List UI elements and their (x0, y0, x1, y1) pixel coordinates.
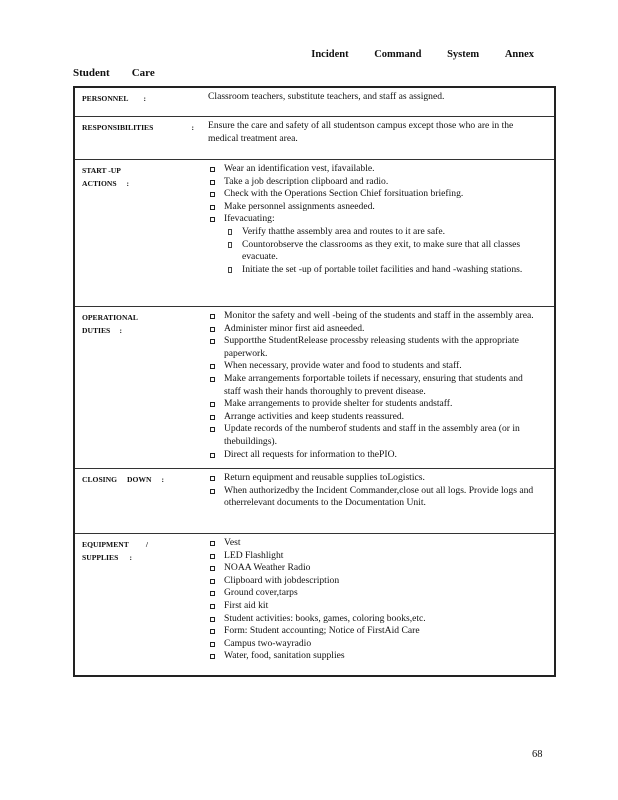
list-item: Monitor the safety and well -being of the students and staff in the assembly area. (208, 310, 534, 323)
row-label (74, 117, 200, 160)
list-item: Return equipment and reusable supplies toLogistics. (208, 472, 534, 485)
row-label (74, 160, 200, 307)
label-text: OPERATIONAL (82, 313, 138, 322)
row-label (74, 307, 200, 469)
list-item: Ifevacuating: (208, 213, 534, 226)
title-word: Care (131, 67, 155, 79)
label-slash: / (145, 540, 148, 549)
list-item: Wear an identification vest, ifavailable. (208, 163, 534, 176)
list-item: Vest (208, 537, 534, 550)
page-title (73, 67, 177, 79)
label-colon: : (143, 94, 146, 103)
list-item: Take a job description clipboard and radio. (208, 176, 534, 189)
sub-list-item: Initiate the set -up of portable toilet facilities and hand -washing stations. (208, 264, 534, 277)
list-item: When necessary, provide water and food to students and staff. (208, 360, 534, 373)
list-item: Arrange activities and keep students reassured. (208, 411, 534, 424)
list-item: Supportthe StudentRelease processby releasing students with the appropriate paperwork. (208, 335, 534, 360)
label-text: SUPPLIES (82, 553, 119, 562)
row-content (200, 87, 555, 117)
list-item: Direct all requests for information to thePIO. (208, 449, 534, 462)
running-header (289, 49, 534, 60)
label-text: RESPONSIBILITIES (82, 123, 154, 132)
label-colon: : (119, 326, 122, 335)
header-word: Incident (311, 49, 349, 60)
list-item: First aid kit (208, 600, 534, 613)
row-personnel (74, 87, 555, 117)
row-label (74, 469, 200, 534)
list-item: Make arrangements forportable toilets if necessary, ensuring that students and staff wash their hands thoroughly to prevent disease. (208, 373, 534, 398)
label-text: START -UP (82, 166, 121, 175)
personnel-text: Classroom teachers, substitute teachers, and staff as assigned. (208, 91, 445, 102)
label-text: DUTIES (82, 326, 111, 335)
list-item: When authorizedby the Incident Commander,close out all logs. Provide logs and otherrelevant documents to the Documentation Unit. (208, 485, 534, 510)
page-number: 68 (532, 749, 543, 760)
header-word: Command (374, 49, 422, 60)
list-item: Clipboard with jobdescription (208, 575, 534, 588)
row-label (74, 87, 200, 117)
list-item: Update records of the numberof students and staff in the assembly area (or in thebuildings). (208, 423, 534, 448)
label-colon: : (129, 553, 132, 562)
row-content (200, 469, 555, 534)
row-content (200, 160, 555, 307)
list-item: Campus two-wayradio (208, 638, 534, 651)
row-startup-actions (74, 160, 555, 307)
list-item: Check with the Operations Section Chief forsituation briefing. (208, 188, 534, 201)
row-operational-duties (74, 307, 555, 469)
list-item: Ground cover,tarps (208, 587, 534, 600)
label-text: EQUIPMENT (82, 540, 129, 549)
label-text: CLOSING (82, 475, 118, 484)
label-colon: : (191, 123, 194, 132)
row-label (74, 534, 200, 677)
title-word: Student (73, 67, 110, 79)
label-text: DOWN (127, 475, 152, 484)
role-table (73, 86, 556, 677)
sub-list-item: Countorobserve the classrooms as they exit, to make sure that all classes evacuate. (208, 239, 534, 264)
list-item: Form: Student accounting; Notice of FirstAid Care (208, 625, 534, 638)
list-item: Administer minor first aid asneeded. (208, 323, 534, 336)
list-item: Make arrangements to provide shelter for students andstaff. (208, 398, 534, 411)
list-item: NOAA Weather Radio (208, 562, 534, 575)
row-responsibilities (74, 117, 555, 160)
header-word: System (447, 49, 480, 60)
row-content (200, 117, 555, 160)
label-colon: : (126, 179, 129, 188)
row-content (200, 534, 555, 677)
header-word: Annex (504, 49, 534, 60)
responsibilities-text: Ensure the care and safety of all studentson campus except those who are in the medical treatment area. (208, 120, 514, 144)
list-item: Student activities: books, games, coloring books,etc. (208, 613, 534, 626)
row-closing-down (74, 469, 555, 534)
sub-list-item: Verify thatthe assembly area and routes to it are safe. (208, 226, 534, 239)
label-text: PERSONNEL (82, 94, 129, 103)
list-item: Water, food, sanitation supplies (208, 650, 534, 663)
list-item: LED Flashlight (208, 550, 534, 563)
label-text: ACTIONS (82, 179, 117, 188)
row-content (200, 307, 555, 469)
list-item: Make personnel assignments asneeded. (208, 201, 534, 214)
row-equipment-supplies (74, 534, 555, 677)
label-colon: : (161, 475, 164, 484)
